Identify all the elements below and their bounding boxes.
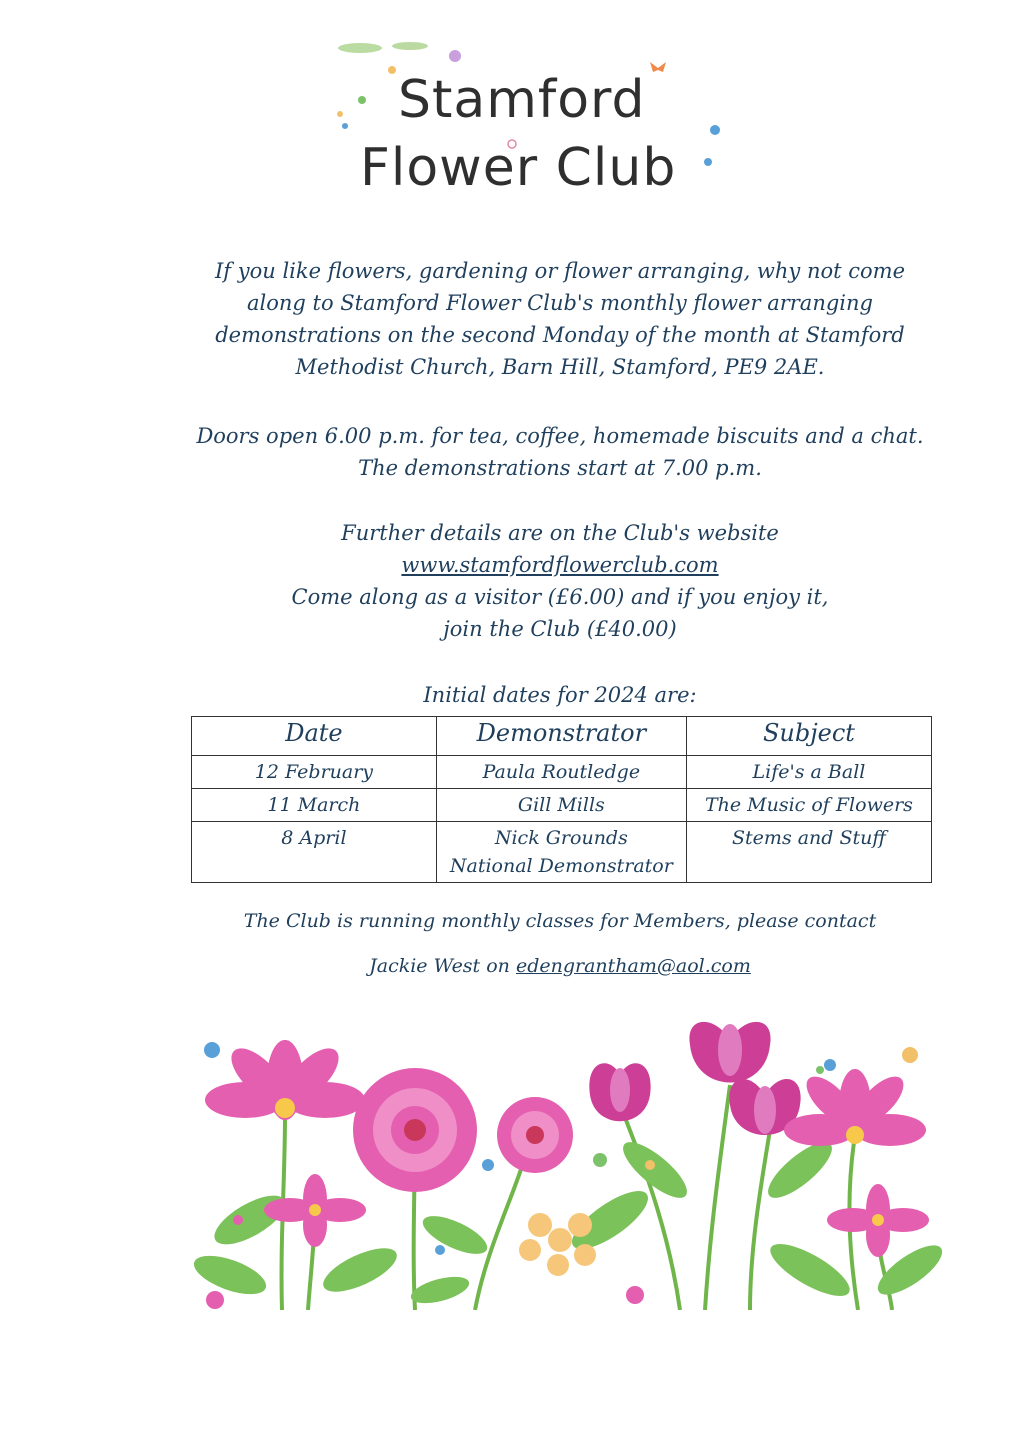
demonstrator-name: Nick Grounds (494, 827, 628, 849)
doors-line: Doors open 6.00 p.m. for tea, coffee, homemade biscuits and a chat. (196, 424, 924, 448)
contact-line (150, 955, 970, 977)
table-header-row (192, 717, 932, 756)
cell-demonstrator: Gill Mills (436, 789, 686, 822)
cell-date: 11 March (192, 789, 437, 822)
intro-line: Methodist Church, Barn Hill, Stamford, PE9 2AE. (295, 355, 825, 379)
header-demonstrator: Demonstrator (436, 717, 686, 756)
intro-line: along to Stamford Flower Club's monthly flower arranging (247, 291, 873, 315)
schedule-table (191, 716, 932, 883)
header-date: Date (192, 717, 437, 756)
schedule-title: Initial dates for 2024 are: (423, 683, 697, 707)
intro-line: demonstrations on the second Monday of the month at Stamford (215, 323, 905, 347)
intro-line: If you like flowers, gardening or flower arranging, why not come (215, 259, 905, 283)
header (330, 40, 790, 220)
contact-prefix: Jackie West on (369, 955, 516, 977)
details-line: join the Club (£40.00) (443, 617, 677, 641)
cell-demonstrator: Paula Routledge (436, 756, 686, 789)
table-row (192, 756, 932, 789)
intro-paragraph (150, 255, 970, 383)
cell-subject: Stems and Stuff (686, 822, 931, 883)
doors-paragraph (150, 420, 970, 484)
cell-subject: Life's a Ball (686, 756, 931, 789)
table-row (192, 789, 932, 822)
details-paragraph (150, 517, 970, 645)
details-line: Come along as a visitor (£6.00) and if you enjoy it, (291, 585, 829, 609)
demonstrator-note: National Demonstrator (449, 855, 673, 877)
flower-illustration (190, 1020, 950, 1310)
details-line: Further details are on the Club's website (341, 521, 779, 545)
page-title-line-2: Flower Club (360, 138, 677, 198)
doors-line: The demonstrations start at 7.00 p.m. (358, 456, 762, 480)
header-subject: Subject (686, 717, 931, 756)
website-link[interactable]: www.stamfordflowerclub.com (401, 553, 719, 577)
cell-date: 8 April (192, 822, 437, 883)
cell-subject: The Music of Flowers (686, 789, 931, 822)
cell-date: 12 February (192, 756, 437, 789)
classes-text: The Club is running monthly classes for Members, please contact (243, 910, 877, 932)
table-row (192, 822, 932, 883)
email-link[interactable]: edengrantham@aol.com (515, 955, 751, 977)
cell-demonstrator (436, 822, 686, 883)
page-title-line-1: Stamford (398, 70, 646, 130)
